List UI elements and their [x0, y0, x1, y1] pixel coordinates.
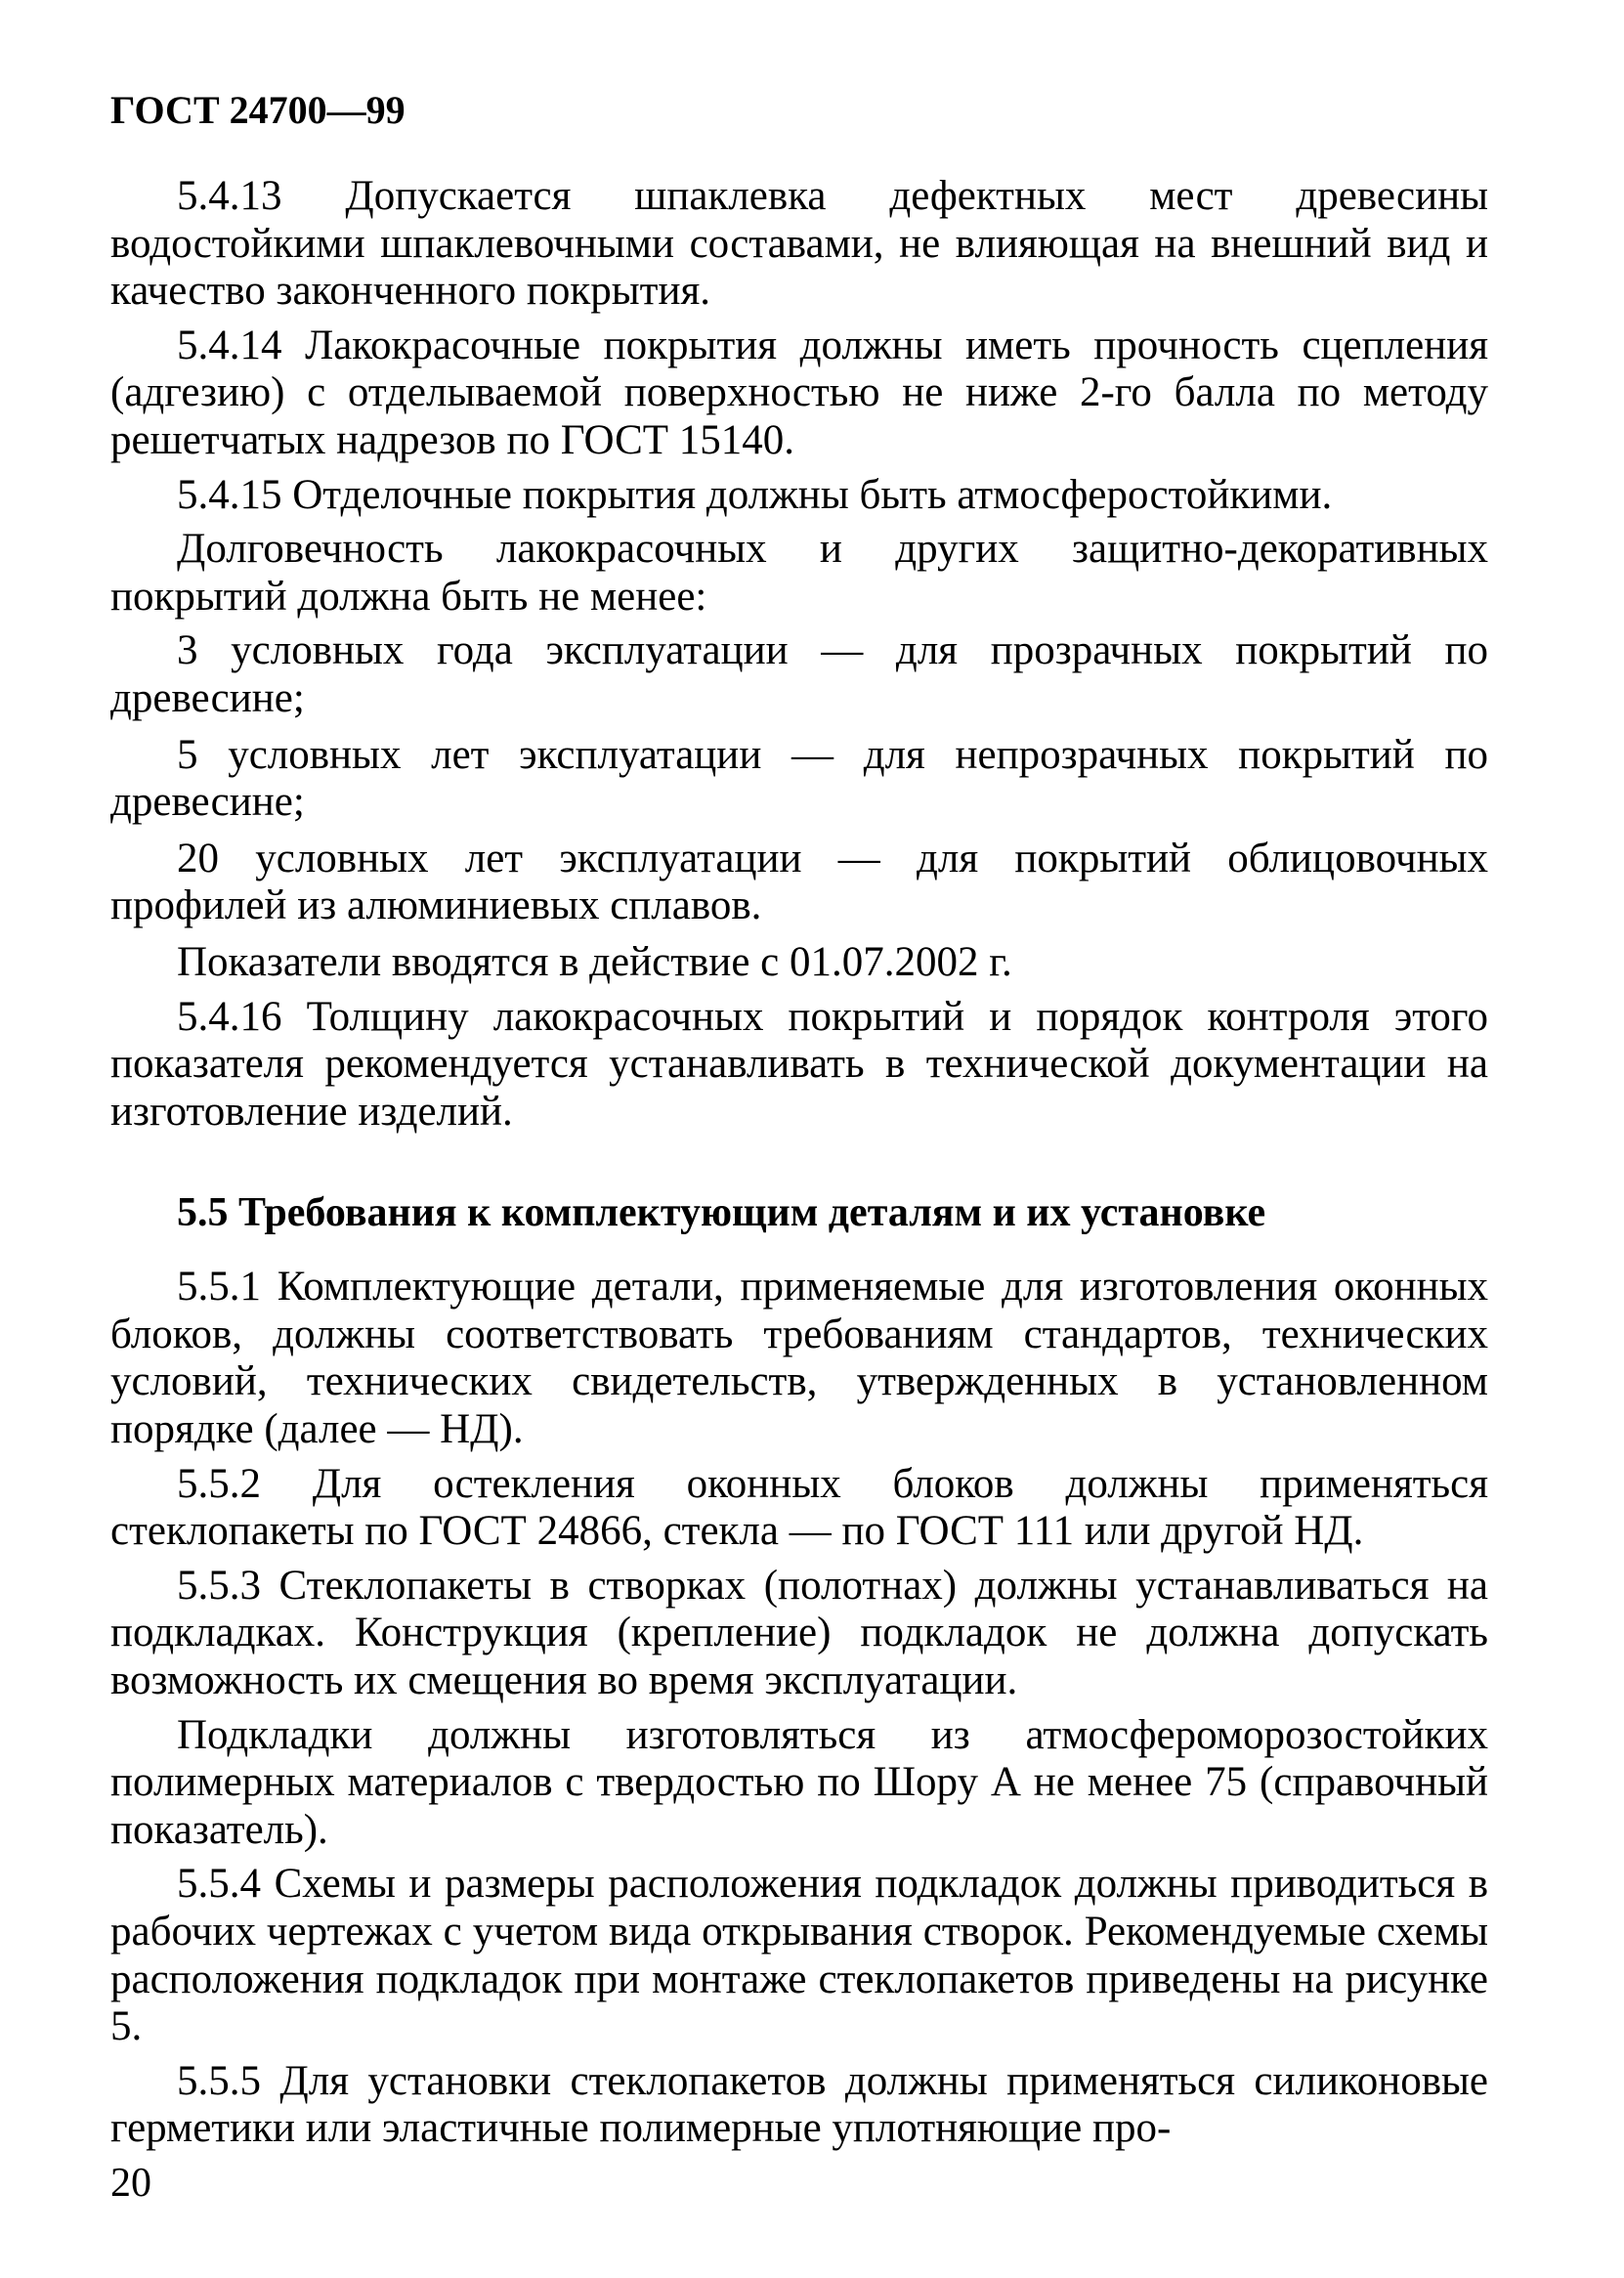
section-heading-5-5: 5.5 Требования к комплектующим деталям и их установке	[177, 1190, 1266, 1236]
paragraph-effective-date: Показатели вводятся в действие с 01.07.2002 г.	[177, 938, 1012, 985]
durability-item-aluminium: 20 условных лет эксплуатации — для покрытий облицовочных профилей из алюминиевых сплавов.	[110, 835, 1488, 929]
paragraph-5-4-16: 5.4.16 Толщину лакокрасочных покрытий и порядок контроля этого показателя рекомендуется устанавливать в технической документации на изготовление изделий.	[110, 993, 1488, 1135]
document-header: ГОСТ 24700—99	[110, 88, 406, 132]
page-number: 20	[110, 2161, 151, 2206]
durability-item-transparent: 3 условных года эксплуатации — для прозрачных покрытий по древесине;	[110, 627, 1488, 721]
paragraph-5-5-2: 5.5.2 Для остекления оконных блоков должны применяться стеклопакеты по ГОСТ 24866, стекла — по ГОСТ 111 или другой НД.	[110, 1460, 1488, 1555]
paragraph-5-4-13: 5.4.13 Допускается шпаклевка дефектных мест древесины водостойкими шпаклевочными составами, не влияющая на внешний вид и качество законченного покрытия.	[110, 173, 1488, 315]
document-body	[110, 173, 1488, 2160]
paragraph-spacers: Подкладки должны изготовляться из атмосфероморозостойких полимерных материалов с твердостью по Шору А не менее 75 (справочный показатель).	[110, 1711, 1488, 1853]
durability-item-opaque: 5 условных лет эксплуатации — для непрозрачных покрытий по древесине;	[110, 731, 1488, 826]
paragraph-5-5-1: 5.5.1 Комплектующие детали, применяемые для изготовления оконных блоков, должны соответствовать требованиям стандартов, технических условий, технических свидетельств, утвержденных в установленном порядке (далее — НД).	[110, 1264, 1488, 1453]
paragraph-5-5-5: 5.5.5 Для установки стеклопакетов должны применяться силиконовые герметики или эластичные полимерные уплотняющие про-	[110, 2057, 1488, 2152]
paragraph-5-5-4: 5.5.4 Схемы и размеры расположения подкладок должны приводиться в рабочих чертежах с учетом вида открывания створок. Рекомендуемые схемы расположения подкладок при монтаже стеклопакетов приведены на рисунке 5.	[110, 1861, 1488, 2050]
paragraph-durability: Долговечность лакокрасочных и других защитно-декоративных покрытий должна быть не менее:	[110, 526, 1488, 620]
paragraph-5-4-14: 5.4.14 Лакокрасочные покрытия должны иметь прочность сцепления (адгезию) с отделываемой поверхностью не ниже 2-го балла по методу решетчатых надрезов по ГОСТ 15140.	[110, 322, 1488, 463]
paragraph-5-5-3: 5.5.3 Стеклопакеты в створках (полотнах) должны устанавливаться на подкладках. Конструкция (крепление) подкладок не должна допускать возможность их смещения во время эксплуатации.	[110, 1562, 1488, 1704]
paragraph-5-4-15: 5.4.15 Отделочные покрытия должны быть атмосферостойкими.	[177, 471, 1333, 518]
